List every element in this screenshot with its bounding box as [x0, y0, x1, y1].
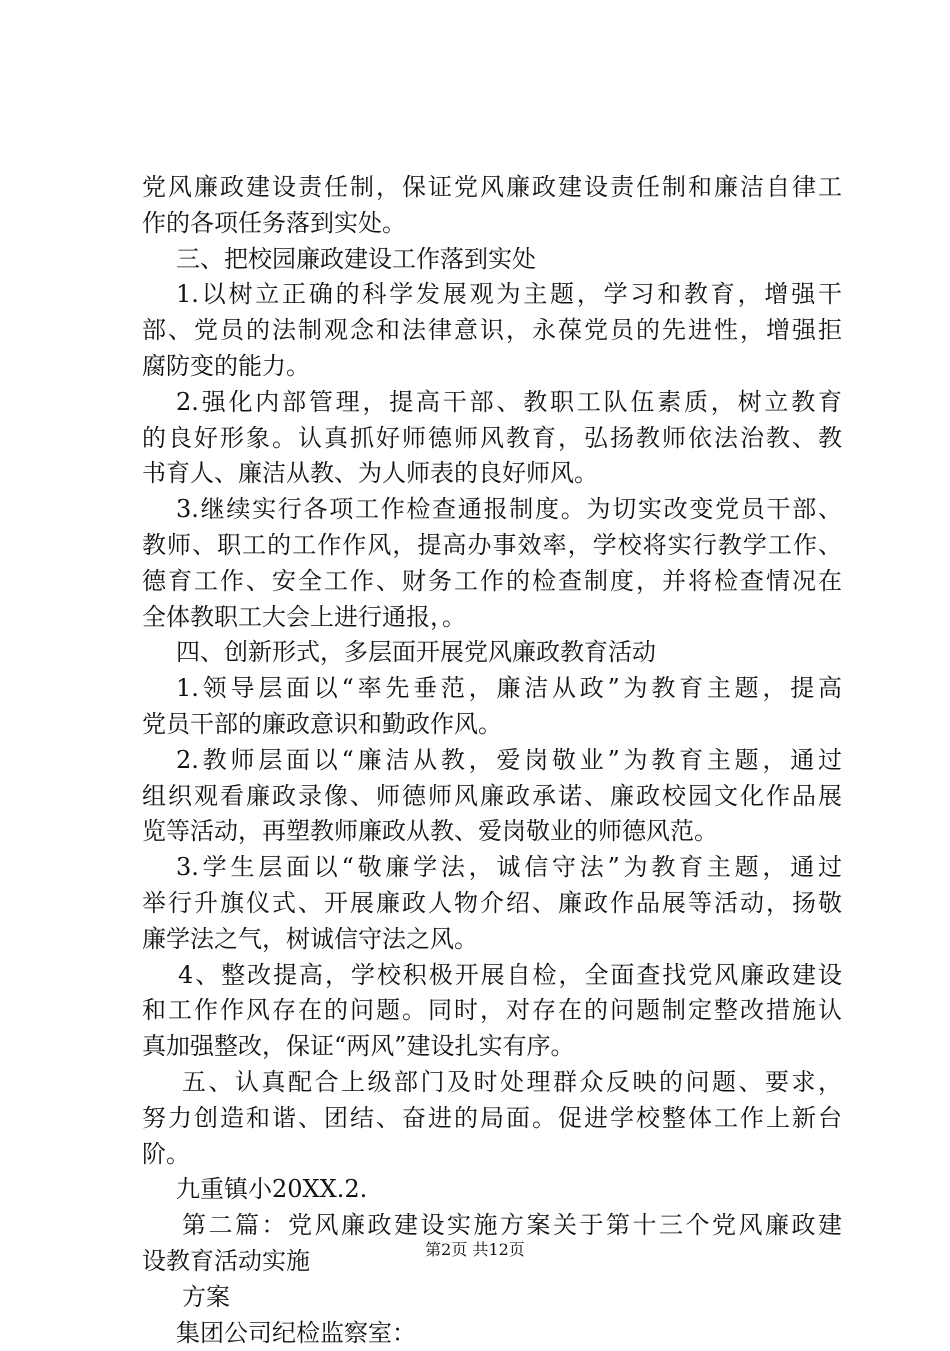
text-line: 3.继续实行各项工作检查通报制度。为切实改变党员干部、: [142, 492, 842, 528]
chapter-title-cont: 设教育活动实施: [142, 1244, 842, 1280]
text-line: 的良好形象。认真抓好师德师风教育，弘扬教师依法治教、教: [142, 421, 842, 457]
text-line: 举行升旗仪式、开展廉政人物介绍、廉政作品展等活动，扬敬: [142, 886, 842, 922]
text-line: 1.以树立正确的科学发展观为主题，学习和教育，增强干: [142, 277, 842, 313]
section-heading: 五、认真配合上级部门及时处理群众反映的问题、要求，: [142, 1065, 842, 1101]
text-line: 真加强整改，保证“两风”建设扎实有序。: [142, 1029, 842, 1065]
document-body: [142, 170, 842, 1351]
text-line: 2.强化内部管理，提高干部、教职工队伍素质，树立教育: [142, 385, 842, 421]
text-line: 览等活动，再塑教师廉政从教、爱岗敬业的师德风范。: [142, 814, 842, 850]
text-line: 作的各项任务落到实处。: [142, 206, 842, 242]
chapter-title: 第二篇：党风廉政建设实施方案关于第十三个党风廉政建: [142, 1208, 842, 1244]
text-line: 1.领导层面以“率先垂范，廉洁从政”为教育主题，提高: [142, 671, 842, 707]
text-line: 阶。: [142, 1137, 842, 1173]
text-line: 4、整改提高，学校积极开展自检，全面查找党风廉政建设: [142, 958, 842, 994]
text-line: 廉学法之气，树诚信守法之风。: [142, 922, 842, 958]
text-line: 德育工作、安全工作、财务工作的检查制度，并将检查情况在: [142, 564, 842, 600]
text-line: 部、党员的法制观念和法律意识，永葆党员的先进性，增强拒: [142, 313, 842, 349]
text-line: 组织观看廉政录像、师德师风廉政承诺、廉政校园文化作品展: [142, 779, 842, 815]
text-line: 全体教职工大会上进行通报，。: [142, 600, 842, 636]
addressee-line: 集团公司纪检监察室：: [142, 1316, 842, 1351]
text-line: 教师、职工的工作作风，提高办事效率，学校将实行教学工作、: [142, 528, 842, 564]
text-line: 方案: [142, 1280, 842, 1316]
text-line: 腐防变的能力。: [142, 349, 842, 385]
text-line: 党员干部的廉政意识和勤政作风。: [142, 707, 842, 743]
section-heading: 四、创新形式，多层面开展党风廉政教育活动: [142, 635, 842, 671]
page-number: 第2页 共12页: [0, 1240, 950, 1260]
text-line: 党风廉政建设责任制，保证党风廉政建设责任制和廉洁自律工: [142, 170, 842, 206]
text-line: 3.学生层面以“敬廉学法，诚信守法”为教育主题，通过: [142, 850, 842, 886]
text-line: 书育人、廉洁从教、为人师表的良好师风。: [142, 456, 842, 492]
text-line: 2.教师层面以“廉洁从教，爱岗敬业”为教育主题，通过: [142, 743, 842, 779]
text-line: 努力创造和谐、团结、奋进的局面。促进学校整体工作上新台: [142, 1101, 842, 1137]
signature-line: 九重镇小20XX.2.: [142, 1172, 842, 1208]
text-line: 和工作作风存在的问题。同时，对存在的问题制定整改措施认: [142, 993, 842, 1029]
section-heading: 三、把校园廉政建设工作落到实处: [142, 242, 842, 278]
